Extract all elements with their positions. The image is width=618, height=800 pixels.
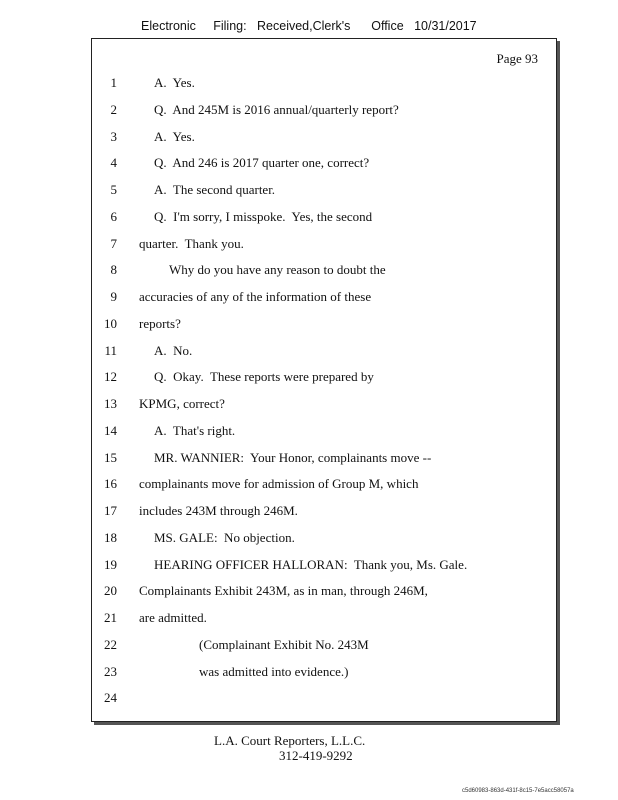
line-text: complainants move for admission of Group M, which (139, 476, 419, 492)
page-number: Page 93 (496, 51, 538, 66)
line-number: 21 (104, 610, 117, 625)
line-text: MS. GALE: No objection. (154, 529, 295, 545)
line-number: 20 (104, 583, 117, 599)
line-text: are admitted. (139, 610, 207, 625)
footer-company: L.A. Court Reporters, L.L.C. (214, 733, 366, 748)
line-text: Why do you have any reason to doubt the (169, 262, 386, 278)
line-number: 1 (110, 75, 117, 90)
document-id: c5d60983-863d-431f-8c15-7e5acc58057a (462, 788, 574, 794)
line-number: 12 (104, 369, 117, 385)
line-number: 9 (110, 289, 117, 304)
line-number: 8 (110, 262, 117, 278)
transcript-line (92, 73, 556, 93)
line-text: A. Yes. (154, 75, 195, 90)
line-number: 23 (104, 663, 117, 679)
line-text: KPMG, correct? (139, 396, 225, 411)
transcript-line (92, 421, 556, 441)
line-number: 6 (110, 208, 117, 224)
line-number: 11 (104, 342, 117, 358)
line-number: 19 (104, 556, 117, 572)
line-text: reports? (139, 315, 181, 331)
transcript-line (92, 100, 556, 120)
transcript-line (92, 180, 556, 200)
line-number: 4 (110, 155, 117, 171)
line-text: quarter. Thank you. (139, 235, 244, 251)
line-text: MR. WANNIER: Your Honor, complainants move -- (154, 449, 432, 465)
transcript-line (92, 635, 556, 655)
line-text: HEARING OFFICER HALLORAN: Thank you, Ms. Gale. (154, 556, 468, 572)
line-number: 14 (104, 422, 117, 438)
line-text: Q. I'm sorry, I misspoke. Yes, the second (154, 208, 373, 224)
transcript-page (91, 38, 557, 722)
line-number: 22 (104, 636, 117, 652)
line-text: includes 243M through 246M. (139, 503, 298, 518)
line-text: was admitted into evidence.) (199, 663, 349, 679)
line-number: 15 (104, 449, 117, 465)
line-text: A. That's right. (154, 422, 236, 438)
transcript-line (92, 153, 556, 173)
line-number: 2 (110, 101, 117, 117)
transcript-line (92, 207, 556, 227)
line-number: 10 (104, 315, 117, 331)
line-number: 16 (104, 476, 117, 492)
line-number: 3 (110, 128, 117, 144)
transcript-line (92, 448, 556, 468)
transcript-line (92, 341, 556, 361)
line-text: Complainants Exhibit 243M, as in man, through 246M, (139, 583, 428, 599)
line-number: 7 (110, 235, 117, 251)
transcript-line (92, 127, 556, 147)
transcript-line (92, 581, 556, 601)
transcript-line (92, 608, 556, 628)
line-text: A. Yes. (154, 128, 195, 144)
transcript-line (92, 474, 556, 494)
transcript-line (92, 287, 556, 307)
transcript-line (92, 234, 556, 254)
line-number: 17 (104, 503, 117, 518)
transcript-line (92, 501, 556, 521)
electronic-filing-stamp: Electronic Filing: Received,Clerk's Office 10/31/2017 (141, 19, 477, 33)
transcript-line (92, 688, 556, 708)
line-text: Q. Okay. These reports were prepared by (154, 369, 374, 385)
transcript-line (92, 662, 556, 682)
line-text: (Complainant Exhibit No. 243M (199, 636, 369, 652)
line-text: Q. And 246 is 2017 quarter one, correct? (154, 155, 370, 171)
line-text: Q. And 245M is 2016 annual/quarterly report? (154, 101, 399, 117)
line-number: 24 (104, 690, 117, 706)
footer-phone: 312-419-9292 (279, 748, 353, 763)
transcript-line (92, 555, 556, 575)
line-text: A. No. (154, 342, 193, 358)
transcript-line (92, 260, 556, 280)
transcript-line (92, 314, 556, 334)
transcript-line (92, 528, 556, 548)
transcript-line (92, 367, 556, 387)
line-text: accuracies of any of the information of these (139, 289, 372, 304)
line-text: A. The second quarter. (154, 182, 276, 197)
line-number: 13 (104, 396, 117, 411)
line-number: 5 (110, 182, 117, 197)
transcript-line (92, 394, 556, 414)
line-number: 18 (104, 529, 117, 545)
